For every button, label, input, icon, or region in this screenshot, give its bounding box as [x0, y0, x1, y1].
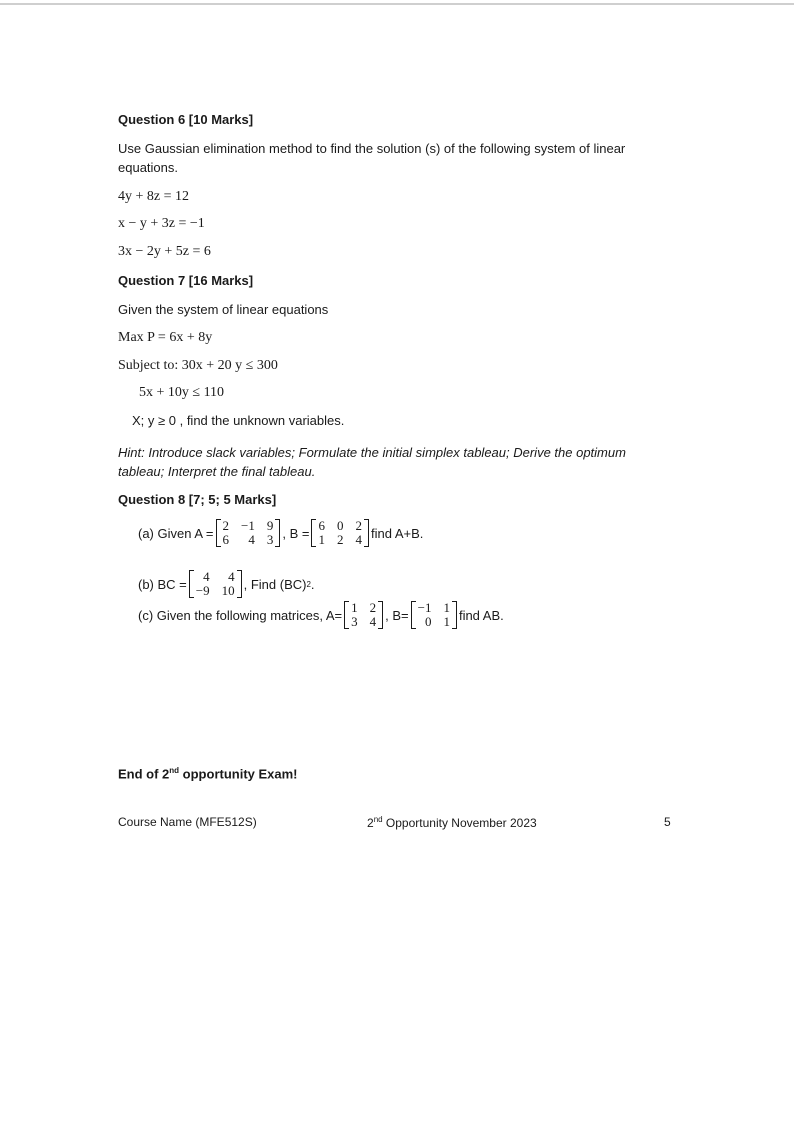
scan-top-border [0, 3, 794, 5]
q7-objective: Max P = 6x + 8y [118, 330, 213, 345]
footer-course: Course Name (MFE512S) [118, 815, 257, 829]
q7-hint-line1: Hint: Introduce slack variables; Formulate the initial simplex tableau; Derive the optimum [118, 445, 626, 460]
matrix-cell: 1 [443, 600, 450, 615]
matrix-cell: 4 [248, 532, 255, 547]
matrix-cell: 4 [203, 569, 210, 584]
q8c-prefix: (c) Given the following matrices, A= [138, 607, 343, 623]
q8c-mid: , B= [385, 607, 409, 623]
matrix-cell: −9 [195, 583, 210, 598]
matrix-cell: 2 [369, 600, 377, 615]
matrix-cell: 3 [351, 614, 358, 629]
end-sup: nd [169, 766, 180, 775]
q6-heading: Question 6 [10 Marks] [118, 112, 254, 127]
q8b-prefix: (b) BC = [138, 576, 187, 592]
matrix-cell: 2 [336, 532, 344, 547]
end-prefix: End of 2 [118, 766, 170, 782]
q6-equation-1: 4y + 8z = 12 [118, 189, 190, 204]
footer-session [367, 815, 537, 830]
matrix-c-b [411, 601, 457, 629]
q7-nonnegativity: X; y ≥ 0 , find the unknown variables. [132, 413, 345, 428]
q8-part-b [138, 570, 315, 598]
q8b-exponent: 2 [306, 579, 311, 589]
matrix-cell: −1 [241, 518, 255, 533]
footer-session-prefix: 2 [367, 816, 374, 830]
matrix-cell: 10 [221, 583, 235, 598]
matrix-cell: 0 [424, 614, 432, 629]
q8-heading: Question 8 [7; 5; 5 Marks] [118, 492, 277, 507]
q8a-suffix: find A+B. [370, 525, 424, 541]
q8-part-c [138, 601, 504, 629]
q6-instruction-line1: Use Gaussian elimination method to find the solution (s) of the following system of linear [118, 141, 626, 156]
q8b-suffix: , Find (BC) [243, 576, 307, 592]
q8a-prefix: (a) Given A = [138, 525, 214, 541]
footer-session-suffix: Opportunity November 2023 [382, 816, 537, 830]
matrix-cell: 1 [351, 600, 358, 615]
q8c-suffix: find AB. [458, 607, 504, 623]
q6-equation-2: x − y + 3z = −1 [118, 216, 205, 231]
matrix-a [216, 519, 281, 547]
matrix-c-a [344, 601, 383, 629]
matrix-cell: 3 [266, 532, 274, 547]
matrix-cell: 2 [222, 518, 230, 533]
q7-constraint-2: 5x + 10y ≤ 110 [139, 385, 225, 400]
matrix-b [311, 519, 369, 547]
matrix-cell: 1 [318, 532, 325, 547]
matrix-cell: 6 [222, 532, 230, 547]
matrix-bc [189, 570, 242, 598]
matrix-cell: 2 [355, 518, 362, 533]
end-suffix: opportunity Exam! [179, 766, 298, 782]
q7-hint-line2: tableau; Interpret the final tableau. [118, 464, 316, 479]
footer-session-sup: nd [373, 815, 383, 824]
q8-part-a [138, 519, 423, 547]
matrix-cell: 4 [355, 532, 362, 547]
matrix-cell: 6 [318, 518, 325, 533]
q6-equation-3: 3x − 2y + 5z = 6 [118, 244, 211, 259]
q7-constraint-1: Subject to: 30x + 20 y ≤ 300 [118, 358, 278, 373]
footer-page-number: 5 [664, 815, 671, 829]
q7-intro: Given the system of linear equations [118, 302, 329, 317]
q8a-mid: , B = [282, 525, 310, 541]
matrix-cell: 0 [336, 518, 344, 533]
q7-heading: Question 7 [16 Marks] [118, 273, 254, 288]
end-of-exam [118, 766, 298, 781]
matrix-cell: −1 [417, 600, 432, 615]
matrix-cell: 9 [266, 518, 274, 533]
q8b-end: . [310, 576, 315, 592]
matrix-cell: 4 [228, 569, 235, 584]
matrix-cell: 1 [443, 614, 450, 629]
q6-instruction-line2: equations. [118, 160, 178, 175]
matrix-cell: 4 [369, 614, 377, 629]
